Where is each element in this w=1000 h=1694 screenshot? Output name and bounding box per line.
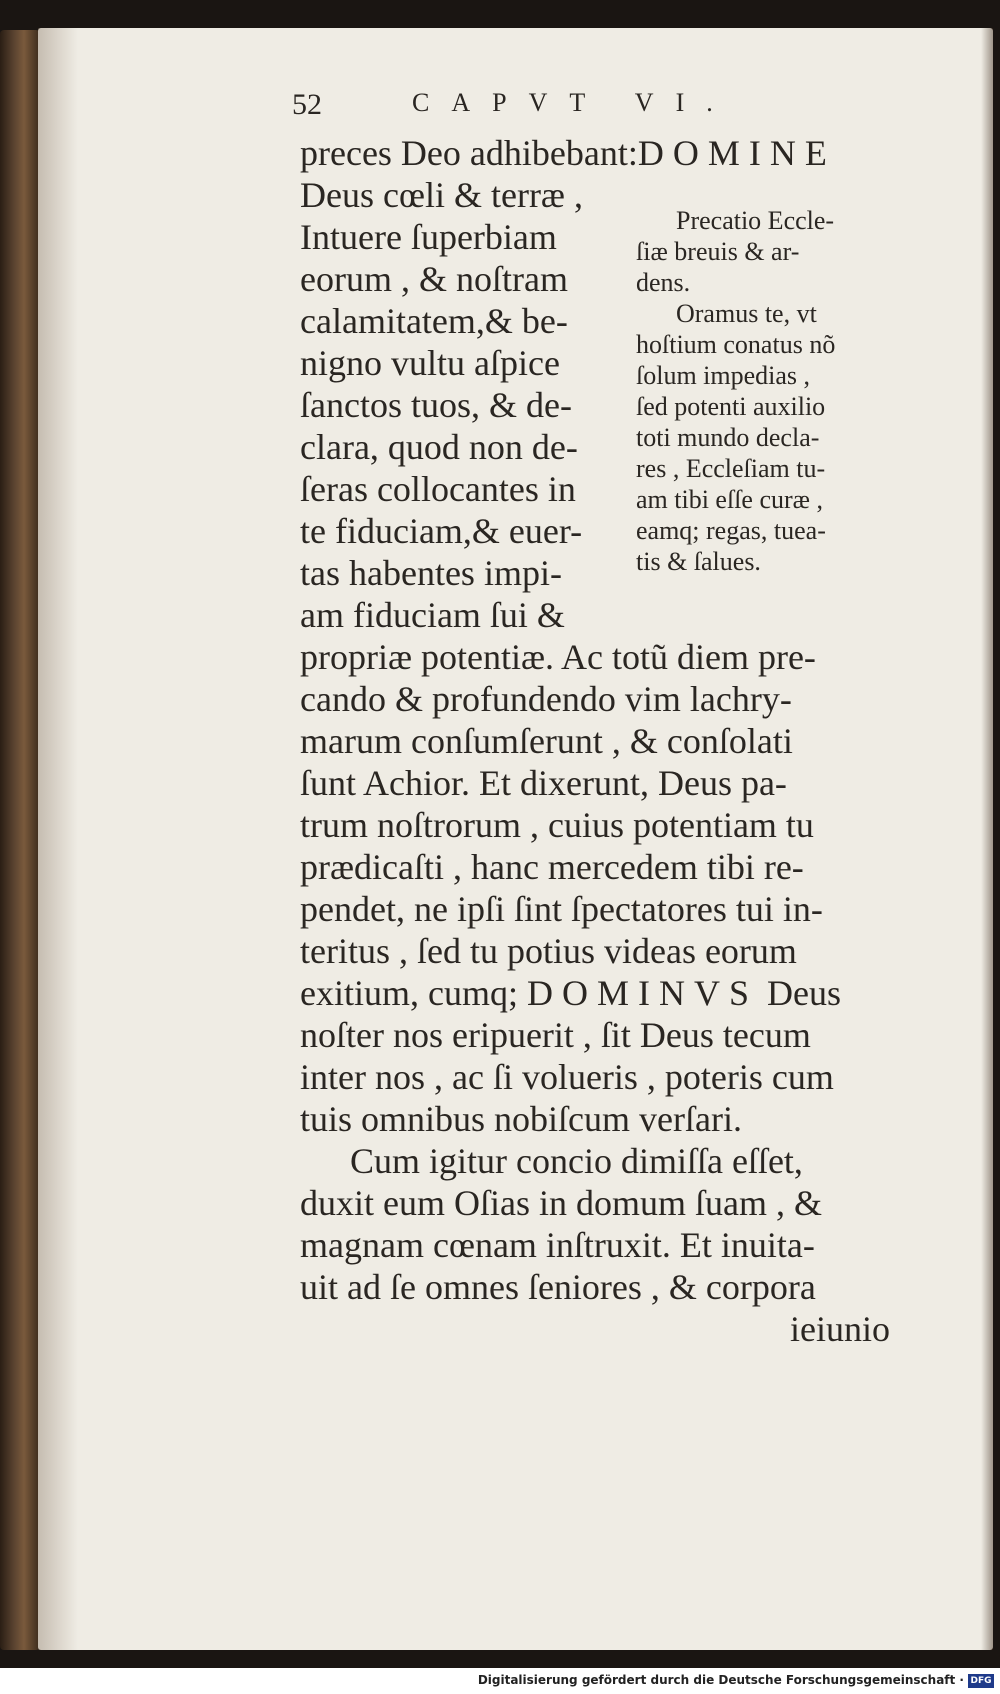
- text-run: exitium, cumq;: [300, 973, 518, 1013]
- text-line: clara, quod non de-: [300, 427, 578, 467]
- text-line: trum noſtrorum , cuius potentiam tu: [300, 805, 814, 845]
- text-line: ſeras collocantes in: [300, 469, 576, 509]
- marginal-line: dens.: [636, 268, 691, 297]
- text-line: uit ad ſe omnes ſeniores , & corpora: [300, 1267, 816, 1307]
- text-line: pendet, ne ipſi ſint ſpectatores tui in-: [300, 889, 823, 929]
- main-text-full-column: [300, 636, 890, 1350]
- marginal-line: ſolum impedias ,: [636, 361, 811, 390]
- marginal-line: ſiæ breuis & ar-: [636, 237, 800, 266]
- text-line: tas habentes impi-: [300, 553, 562, 593]
- text-line: ſunt Achior. Et dixerunt, Deus pa-: [300, 763, 787, 803]
- text-line: marum conſumſerunt , & conſolati: [300, 721, 793, 761]
- marginal-line: tis & ſalues.: [636, 547, 761, 576]
- marginal-line: ſed potenti auxilio: [636, 392, 826, 421]
- catchword: ieiunio: [790, 1309, 890, 1349]
- text-line: propriæ potentiæ. Ac totũ diem pre-: [300, 637, 816, 677]
- marginal-line: eamq; regas, tuea-: [636, 516, 826, 545]
- text-line: Deus cœli & terræ ,: [300, 175, 583, 215]
- main-text-narrow-column: [300, 174, 630, 636]
- text-run: Deus: [766, 973, 841, 1013]
- running-header: [292, 88, 852, 132]
- text-line: te fiduciam,& euer-: [300, 511, 583, 551]
- text-line: eorum , & noſtram: [300, 259, 568, 299]
- text-run: preces Deo adhibebant:: [300, 133, 638, 173]
- small-caps-run: DOMINE: [637, 133, 836, 173]
- text-line: duxit eum Oſias in domum ſuam , &: [300, 1183, 822, 1223]
- marginal-line: toti mundo decla-: [636, 423, 820, 452]
- marginal-note: [636, 205, 896, 577]
- marginal-line: hoſtium conatus nõ: [636, 330, 836, 359]
- text-line: noſter nos eripuerit , ſit Deus tecum: [300, 1015, 811, 1055]
- main-text-block: [300, 132, 900, 174]
- text-line: am fiduciam ſui &: [300, 595, 565, 635]
- marginal-line: Oramus te, vt: [676, 299, 817, 328]
- text-line: inter nos , ac ſi volueris , poteris cum: [300, 1057, 834, 1097]
- dfg-logo: DFG: [968, 1674, 994, 1688]
- text-line: magnam cœnam inſtruxit. Et inuita-: [300, 1225, 815, 1265]
- text-line: nigno vultu aſpice: [300, 343, 560, 383]
- text-line: [300, 972, 890, 1014]
- small-caps-run: DOMINVS: [526, 973, 758, 1013]
- page-edge-shadow: [981, 28, 993, 1650]
- text-line: teritus , ſed tu potius videas eorum: [300, 931, 797, 971]
- text-line: Cum igitur concio dimiſſa eſſet,: [350, 1141, 803, 1181]
- text-line: calamitatem,& be-: [300, 301, 568, 341]
- text-line: [300, 132, 900, 174]
- text-line: tuis omnibus nobiſcum verſari.: [300, 1099, 742, 1139]
- chapter-title: CAPVT VI.: [412, 88, 735, 117]
- page-number: 52: [292, 88, 322, 121]
- book-binding: [0, 30, 40, 1650]
- text-line: cando & profundendo vim lachry-: [300, 679, 792, 719]
- text-line: Intuere ſuperbiam: [300, 217, 557, 257]
- marginal-line: am tibi eſſe curæ ,: [636, 485, 824, 514]
- text-line: ſanctos tuos, & de-: [300, 385, 572, 425]
- digitization-footer: [0, 1668, 1000, 1694]
- gutter-shadow: [38, 28, 78, 1650]
- funding-credit: Digitalisierung gefördert durch die Deutsche Forschungsgemeinschaft ·: [477, 1673, 964, 1687]
- marginal-line: Precatio Eccle-: [676, 206, 835, 235]
- marginal-line: res , Eccleſiam tu-: [636, 454, 826, 483]
- text-line: prædicaſti , hanc mercedem tibi re-: [300, 847, 804, 887]
